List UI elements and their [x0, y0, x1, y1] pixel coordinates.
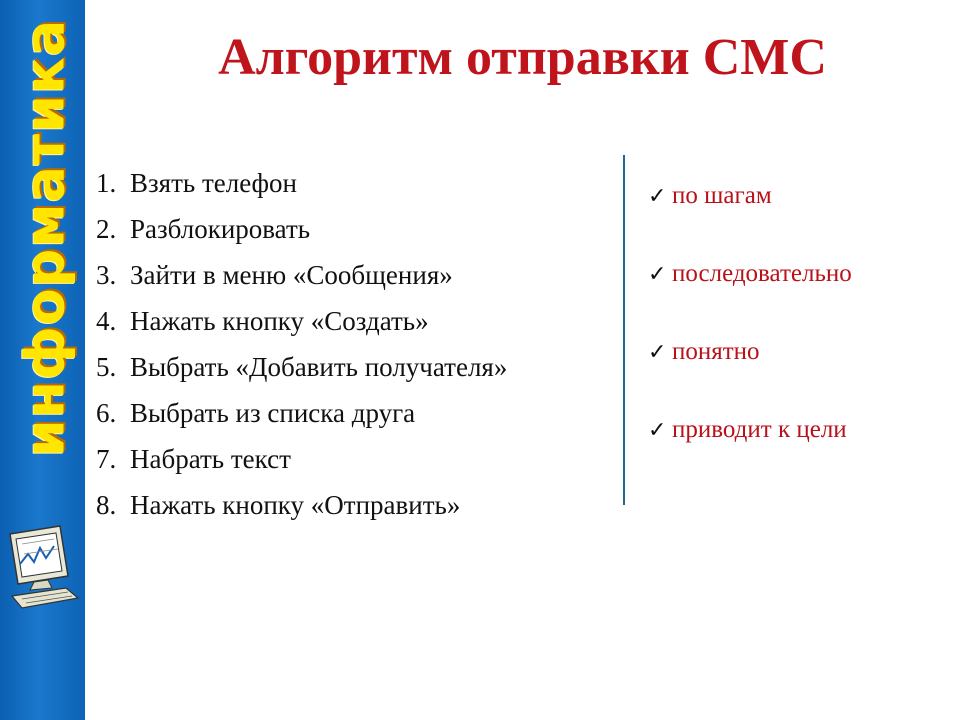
step-number: 5. — [96, 352, 117, 382]
checkmark-icon: ✓ — [648, 417, 667, 442]
properties-list — [648, 176, 852, 488]
step-number: 1. — [96, 168, 117, 198]
step-text: Выбрать «Добавить получателя» — [130, 352, 508, 382]
list-item — [96, 298, 507, 344]
property-text: по шагам — [672, 182, 772, 209]
list-item — [96, 160, 507, 206]
property-item — [648, 254, 852, 332]
list-item — [96, 482, 507, 528]
property-text: последовательно — [672, 260, 852, 287]
list-item — [96, 206, 507, 252]
list-item — [96, 252, 507, 298]
property-item — [648, 332, 852, 410]
step-text: Нажать кнопку «Отправить» — [130, 490, 461, 520]
step-text: Набрать текст — [130, 444, 291, 474]
checkmark-icon: ✓ — [648, 339, 667, 364]
checkmark-icon: ✓ — [648, 183, 667, 208]
steps-list — [96, 160, 507, 528]
page-title: Алгоритм отправки СМС — [218, 29, 827, 86]
computer-icon — [4, 524, 82, 610]
step-text: Зайти в меню «Сообщения» — [130, 260, 453, 290]
step-number: 4. — [96, 306, 117, 336]
sidebar-band — [0, 0, 85, 720]
step-text: Нажать кнопку «Создать» — [130, 306, 429, 336]
step-number: 6. — [96, 398, 117, 428]
step-number: 8. — [96, 490, 117, 520]
property-item — [648, 176, 852, 254]
step-number: 2. — [96, 214, 117, 244]
list-item — [96, 436, 507, 482]
checkmark-icon: ✓ — [648, 261, 667, 286]
vertical-divider — [623, 155, 625, 505]
list-item — [96, 344, 507, 390]
property-text: понятно — [672, 338, 760, 365]
step-text: Разблокировать — [130, 214, 311, 244]
property-item — [648, 410, 852, 488]
list-item — [96, 390, 507, 436]
step-text: Выбрать из списка друга — [130, 398, 416, 428]
property-text: приводит к цели — [672, 416, 847, 443]
step-number: 7. — [96, 444, 117, 474]
step-text: Взять телефон — [130, 168, 297, 198]
step-number: 3. — [96, 260, 117, 290]
informatika-logo: информатика — [13, 18, 77, 458]
